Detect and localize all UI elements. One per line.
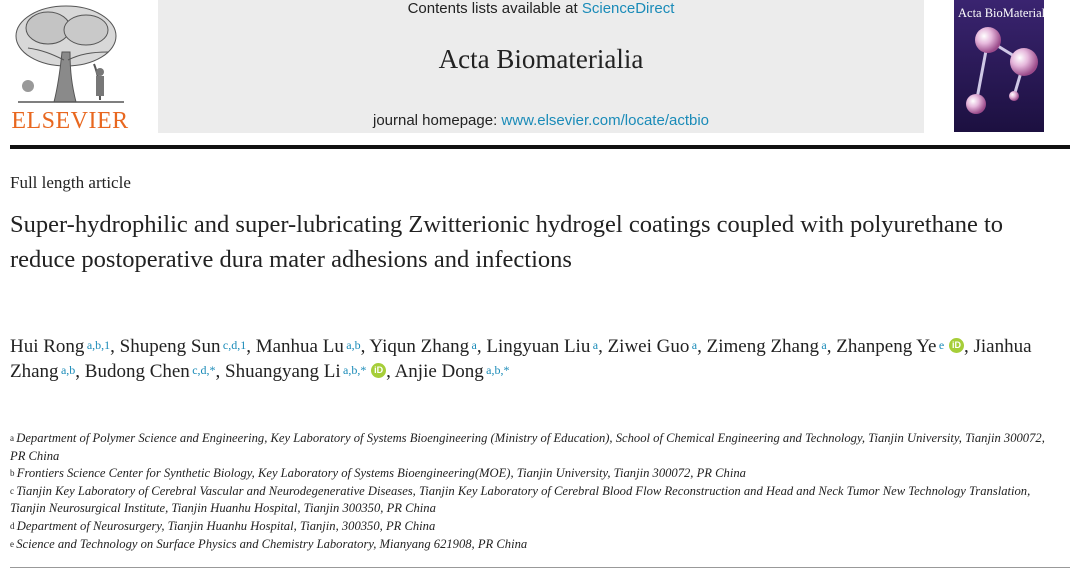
orcid-icon[interactable]: iD [371, 363, 386, 378]
author-name[interactable]: Hui Rong [10, 336, 85, 357]
affiliation-mark: d [10, 520, 17, 531]
affiliation-mark: a [10, 433, 17, 443]
author-affiliation-mark[interactable]: c,d,* [189, 363, 216, 377]
affiliation-text: Department of Polymer Science and Engineering, Key Laboratory of Systems Bioengineering (Ministry of Education), School of Chemical Engineering and Technology, Tianjin University, Tianjin 300072, PR China [10, 431, 1045, 463]
header-rule [10, 145, 1070, 149]
cover-title: Acta BioMaterialia [958, 6, 1055, 20]
author-affiliation-mark[interactable]: a [818, 338, 827, 352]
author-name[interactable]: Zimeng Zhang [706, 336, 819, 357]
affiliation-list [10, 430, 1060, 553]
affiliation-text: Frontiers Science Center for Synthetic Biology, Key Laboratory of Systems Bioengineering(MOE), Tianjin University, Tianjin 300072, PR China [16, 466, 746, 481]
publisher-name: ELSEVIER [11, 108, 129, 134]
author-name[interactable]: Ziwei Guo [607, 336, 690, 357]
affiliation-mark: c [10, 485, 17, 496]
author-affiliation-mark[interactable]: e [936, 338, 945, 352]
author-list: Hui Rong $^{a,b,1}$, Shupeng Sun $^{c,d,1}$, Manhua Lu $^{a,b}$, Yiqun Zhang $^a$, Lingyuan Liu $^a$, Ziwei Guo $^a$, Zimeng Zhang $^a$, Zhanpeng Ye $^e$ iD , Jianhua Zhang $^{a,b}$, Budong Chen $^{c,d,*}$, Shuangyang Li $^{a,b,*}$ iD , Anjie Dong $^{a,b,*}$ [10, 336, 1032, 382]
author-name[interactable]: Manhua Lu [255, 336, 344, 357]
author-name[interactable]: Lingyuan Liu [486, 336, 591, 357]
article-title: Super-hydrophilic and super-lubricating Zwitterionic hydrogel coatings coupled with polyurethane to reduce postoperative dura mater adhesions and infections [10, 211, 1004, 273]
affiliation-item [10, 430, 1060, 465]
contents-line [158, 0, 924, 17]
footer-rule [10, 567, 1070, 568]
author-affiliation-mark[interactable]: a,b,1 [84, 338, 111, 352]
author-name[interactable]: Budong Chen [84, 361, 190, 382]
author-affiliation-mark[interactable]: a,b [343, 338, 361, 352]
journal-masthead [158, 0, 924, 133]
affiliation-text: Tianjin Key Laboratory of Cerebral Vascular and Neurodegenerative Diseases, Tianjin Key Laboratory of Cerebral Blood Flow Reconstruction and Head and Neck Tumor New Technology Translation, Tianjin Neurosurgical Institute, Tianjin Huanhu Hospital, Tianjin 300350, PR China [10, 483, 1031, 516]
elsevier-logo[interactable] [8, 2, 132, 134]
author-affiliation-mark[interactable]: a [590, 338, 599, 352]
author-affiliation-mark[interactable]: c,d,1 [220, 338, 247, 352]
orcid-icon[interactable]: iD [949, 338, 964, 353]
journal-cover[interactable] [954, 0, 1055, 132]
affiliation-item [10, 483, 1060, 518]
homepage-prefix: journal homepage: [372, 112, 502, 129]
elsevier-tree-icon [8, 2, 132, 108]
author-name[interactable]: Shuangyang Li [225, 361, 341, 382]
author-name[interactable]: Anjie Dong [394, 361, 484, 382]
author-name[interactable]: Shupeng Sun [119, 336, 221, 357]
affiliation-mark: e [10, 538, 17, 549]
author-name[interactable]: Jianhua Zhang [10, 336, 1032, 382]
sciencedirect-link[interactable]: ScienceDirect [581, 0, 675, 17]
author-affiliation-mark[interactable]: a [469, 338, 477, 352]
contents-prefix: Contents lists available at [407, 0, 582, 17]
author-affiliation-mark[interactable]: a,b,* [340, 363, 367, 377]
article-type: Full length article [10, 173, 131, 192]
affiliation-item [10, 465, 1060, 483]
journal-title: Acta Biomaterialia [438, 44, 644, 74]
affiliation-mark: b [10, 468, 17, 479]
affiliation-item [10, 518, 1060, 536]
homepage-line [158, 112, 924, 129]
affiliation-text: Department of Neurosurgery, Tianjin Huanhu Hospital, Tianjin, 300350, PR China [16, 518, 436, 533]
author-affiliation-mark[interactable]: a,b,* [483, 363, 510, 377]
affiliation-item [10, 536, 1060, 554]
author-affiliation-mark[interactable]: a [689, 338, 698, 352]
author-affiliation-mark[interactable]: a,b [58, 363, 76, 377]
author-name[interactable]: Zhanpeng Ye [836, 336, 937, 357]
affiliation-text: Science and Technology on Surface Physics and Chemistry Laboratory, Mianyang 621908, PR China [16, 536, 528, 551]
author-name[interactable]: Yiqun Zhang [369, 336, 470, 357]
journal-homepage-link[interactable]: www.elsevier.com/locate/actbio [501, 112, 710, 129]
